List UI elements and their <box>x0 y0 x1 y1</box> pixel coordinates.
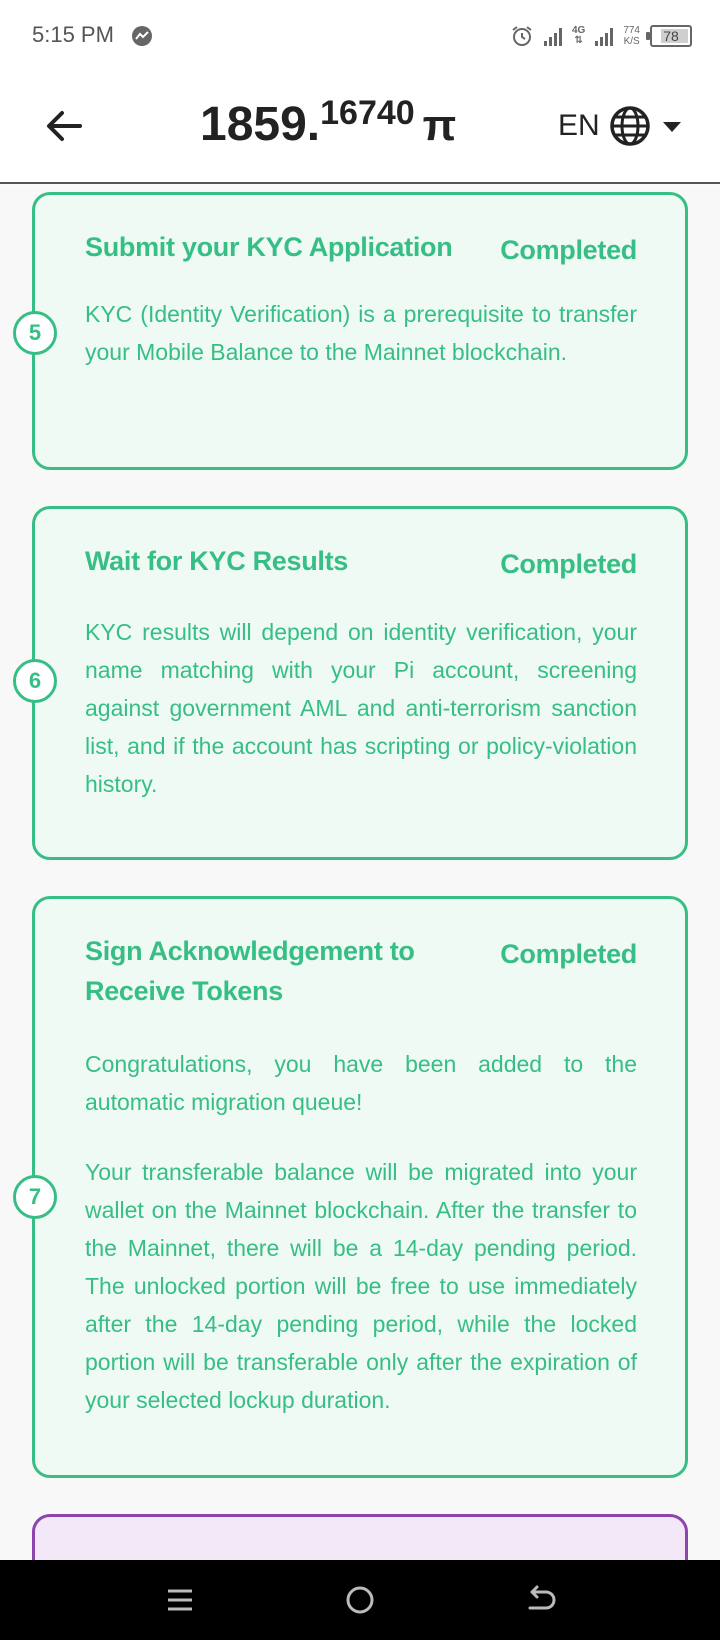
balance-decimal: 16740 <box>320 94 415 132</box>
migration-steps <box>0 186 720 1560</box>
step-number: 6 <box>13 659 57 703</box>
signal-icon <box>544 26 562 46</box>
globe-icon <box>608 104 652 148</box>
speed-unit: K/S <box>623 36 640 47</box>
pi-symbol: π <box>422 101 457 150</box>
network-indicator: 4G ⇅ <box>571 25 586 46</box>
step-card-6 <box>28 506 688 860</box>
status-time: 5:15 PM <box>32 22 114 47</box>
system-nav-bar <box>0 1560 720 1640</box>
step-paragraph: Congratulations, you have been added to the automatic migration queue! <box>85 1051 637 1115</box>
step-description <box>85 613 637 803</box>
step-card-8 <box>32 1514 688 1560</box>
home-icon[interactable] <box>340 1580 380 1620</box>
network-speed <box>623 25 640 47</box>
signal-icon-2 <box>595 26 613 46</box>
step-number: 7 <box>13 1175 57 1219</box>
step-paragraph: Your transferable balance will be migrated into your wallet on the Mainnet blockchain. After the transfer to the Mainnet, there will be a 14-day pending period. The unlocked portion will be free to use immediately after the 14-day pending period, while the locked portion will be transferable only after the expiration of your selected lockup duration. <box>85 1159 637 1413</box>
back-icon[interactable] <box>520 1580 560 1620</box>
step-description <box>85 1045 637 1419</box>
alarm-icon <box>510 24 534 48</box>
caret-down-icon <box>660 114 684 138</box>
balance-integer: 1859. <box>200 98 321 151</box>
step-title: Submit your KYC Application <box>85 232 453 262</box>
step-title: Sign Acknowledgement to Receive Tokens <box>85 936 415 1006</box>
arrow-left-icon[interactable] <box>40 102 88 150</box>
step-title: Wait for KYC Results <box>85 546 349 576</box>
status-bar <box>0 0 720 72</box>
menu-icon[interactable] <box>160 1580 200 1620</box>
step-card-5 <box>28 192 688 470</box>
step-paragraph: KYC results will depend on identity verification, your name matching with your Pi account, screening against government AML and anti-terrorism sanction list, and if the account has scripting or policy-violation history. <box>85 619 637 797</box>
network-type: 4G <box>571 25 586 36</box>
status-icons <box>510 20 692 52</box>
app-header <box>0 72 720 184</box>
speed-value: 774 <box>623 25 640 36</box>
language-code: EN <box>558 109 600 142</box>
messenger-icon <box>132 26 152 46</box>
pi-balance <box>200 94 456 152</box>
step-status: Completed <box>500 235 637 265</box>
battery-icon <box>650 25 692 47</box>
language-selector[interactable] <box>558 104 684 148</box>
step-status: Completed <box>500 939 637 969</box>
battery-level: 78 <box>663 28 679 44</box>
step-card-7 <box>28 896 688 1478</box>
step-number: 5 <box>13 311 57 355</box>
step-description <box>85 295 637 371</box>
step-status: Completed <box>500 549 637 579</box>
step-paragraph: KYC (Identity Verification) is a prerequisite to transfer your Mobile Balance to the Mainnet blockchain. <box>85 301 637 365</box>
